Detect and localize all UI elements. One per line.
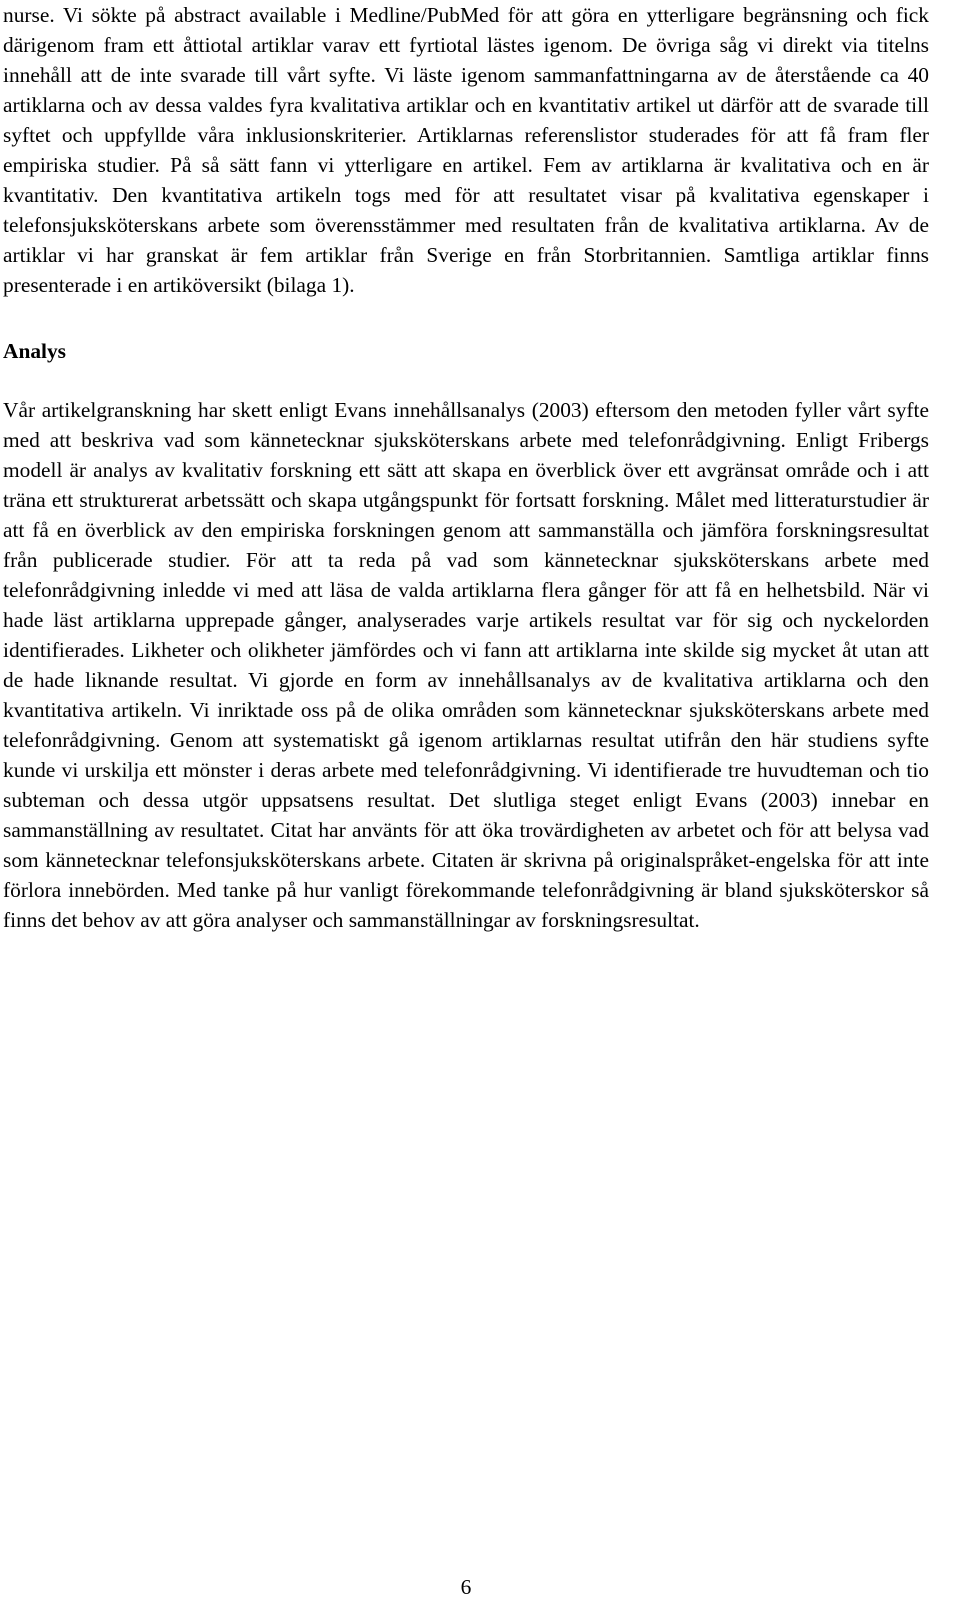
document-page xyxy=(3,0,929,935)
section-heading-analys: Analys xyxy=(3,339,67,363)
body-paragraph-analys: Vår artikelgranskning har skett enligt Evans innehållsanalys (2003) eftersom den metoden fyller vårt syfte med att beskriva vad som kännetecknar sjuksköterskans arbete med telefonrådgivning. Enligt Fribergs modell är analys av kvalitativ forskning ett sätt att skapa en överblick över ett avgränsat område och i att träna ett strukturerat arbetssätt och skapa utgångspunkt för fortsatt forskning. Målet med litteraturstudier är att få en överblick av den empiriska forskningen genom att sammanställa och jämföra forskningsresultat från publicerade studier. För att ta reda på vad som kännetecknar sjuksköterskans arbete med telefonrådgivning inledde vi med att läsa de valda artiklarna flera gånger för att få en helhetsbild. När vi hade läst artiklarna upprepade gånger, analyserades varje artikels resultat var för sig och nyckelorden identifierades. Likheter och olikheter jämfördes och vi fann att artiklarna inte skilde sig mycket åt utan att de hade liknande resultat. Vi gjorde en form av innehållsanalys av de kvalitativa artiklarna och den kvantitativa artikeln. Vi inriktade oss på de olika områden som kännetecknar sjuksköterskans arbete med telefonrådgivning. Genom att systematiskt gå igenom artiklarnas resultat utifrån den här studiens syfte kunde vi urskilja ett mönster i deras arbete med telefonrådgivning. Vi identifierade tre huvudteman och tio subteman och dessa utgör uppsatsens resultat. Det slutliga steget enligt Evans (2003) innebar en sammanställning av resultatet. Citat har använts för att öka trovärdigheten av arbetet och för att belysa vad som kännetecknar telefonsjuksköterskans arbete. Citaten är skrivna på originalspråket-engelska för att inte förlora innebörden. Med tanke på hur vanligt förekommande telefonrådgivning är bland sjuksköterskor så finns det behov av att göra analyser och sammanställningar av forskningsresultat. xyxy=(3,398,929,932)
page-number: 6 xyxy=(460,1575,472,1599)
body-paragraph-method: nurse. Vi sökte på abstract available i Medline/PubMed för att göra en ytterligare begränsning och fick därigenom fram ett åttiotal artiklar varav ett fyrtiotal lästes igenom. De övriga såg vi direkt via titelns innehåll att de inte svarade till vårt syfte. Vi läste igenom sammanfattningarna av de återstående ca 40 artiklarna och av dessa valdes fyra kvalitativa artiklar och en kvantitativ artikel ut därför att de svarade till syftet och uppfyllde våra inklusionskriterier. Artiklarnas referenslistor studerades för att få fram fler empiriska studier. På så sätt fann vi ytterligare en artikel. Fem av artiklarna är kvalitativa och en är kvantitativ. Den kvantitativa artikeln togs med för att resultatet visar på kvalitativa egenskaper i telefonsjuksköterskans arbete som överensstämmer med resultaten från de kvalitativa artiklarna. Av de artiklar vi har granskat är fem artiklar från Sverige en från Storbritannien. Samtliga artiklar finns presenterade i en artiköversikt (bilaga 1). xyxy=(3,3,929,297)
